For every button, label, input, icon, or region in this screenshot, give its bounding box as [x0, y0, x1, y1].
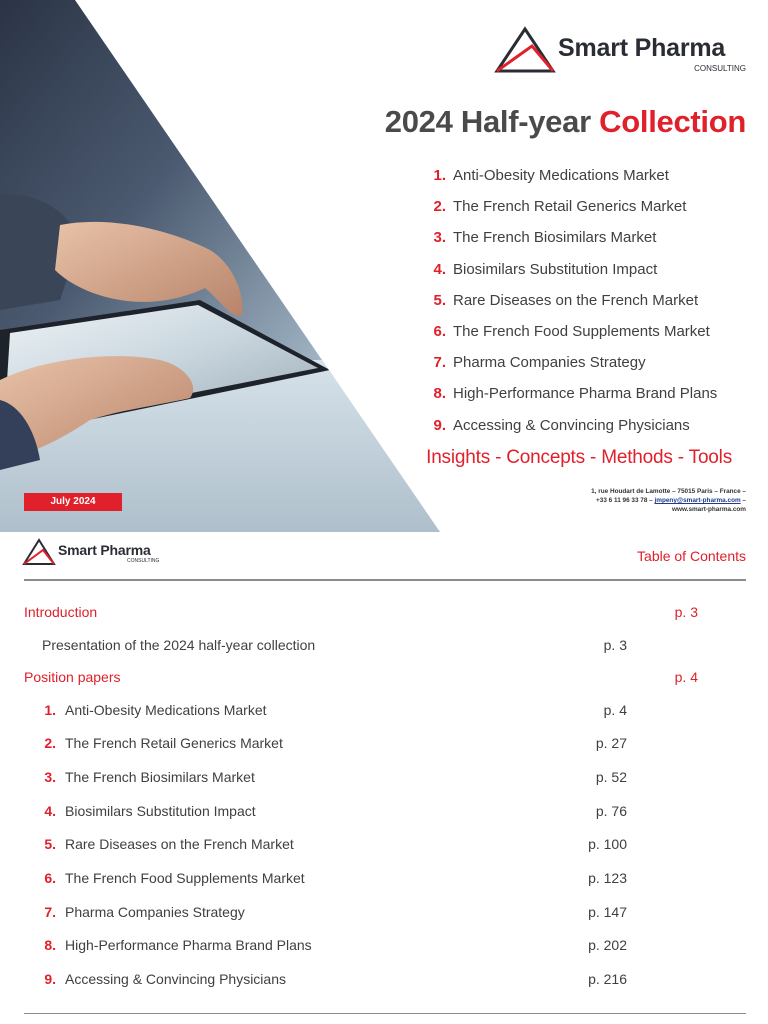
contact-address [591, 487, 746, 514]
toc-item[interactable]: 7. Pharma Companies Strategy [44, 904, 245, 920]
date-badge: July 2024 [24, 493, 122, 511]
phone-text: +33 6 11 96 33 78 – [596, 497, 655, 504]
cover-list-item: 1. Anti-Obesity Medications Market [433, 167, 669, 184]
cover-list-item: 5. Rare Diseases on the French Market [433, 291, 699, 309]
toc-item-page: p. 52 [595, 769, 627, 785]
toc-item[interactable]: 3. The French Biosimilars Market [44, 769, 255, 785]
toc-item-page: p. 100 [588, 836, 627, 852]
toc-item-page: p. 216 [588, 971, 627, 987]
toc-item-page: p. 202 [588, 937, 627, 953]
toc-item-page: p. 4 [603, 702, 627, 718]
toc-section-page: p. 3 [674, 604, 698, 620]
toc-item[interactable]: 2. The French Retail Generics Market [44, 735, 283, 751]
cover-topic-list [416, 163, 717, 444]
toc-section-title[interactable]: Introduction [24, 604, 98, 620]
divider [24, 579, 746, 581]
brand-sub: CONSULTING [127, 558, 160, 564]
brand-name: Smart Pharma [58, 542, 151, 558]
brand-logo [494, 26, 750, 74]
toc-section-title[interactable]: Position papers [24, 669, 121, 685]
toc-item-page: p. 27 [595, 735, 627, 751]
triangle-logo-icon [494, 26, 556, 74]
toc-entry-page: p. 3 [603, 637, 627, 653]
brand-sub: CONSULTING [694, 64, 746, 73]
toc-section-page: p. 4 [674, 669, 698, 685]
triangle-logo-icon [22, 538, 56, 566]
toc-item-page: p. 147 [588, 904, 627, 920]
divider [24, 1013, 746, 1014]
cover-list-item: 7. Pharma Companies Strategy [433, 354, 646, 372]
brand-logo-small [22, 538, 167, 568]
cover-list-item: 9. Accessing & Convincing Physicians [433, 416, 690, 434]
cover-list-item: 3. The French Biosimilars Market [433, 229, 657, 247]
cover-list-item: 2. The French Retail Generics Market [433, 198, 687, 216]
toc-item[interactable]: 6. The French Food Supplements Market [44, 870, 305, 886]
cover-photo [0, 0, 440, 532]
cover-title-accent: Collection [599, 104, 746, 139]
toc-item[interactable]: 4. Biosimilars Substitution Impact [44, 803, 256, 819]
toc-item[interactable]: 5. Rare Diseases on the French Market [44, 836, 294, 852]
brand-name: Smart Pharma [558, 34, 726, 62]
cover-list-item: 6. The French Food Supplements Market [433, 322, 710, 340]
address-line: +33 6 11 96 33 78 – jmpeny@smart-pharma.com – [596, 497, 746, 504]
toc-heading: Table of Contents [637, 548, 746, 564]
email-link[interactable]: jmpeny@smart-pharma.com [654, 497, 741, 504]
cover-title-main: 2024 Half-year [384, 104, 600, 139]
cover-list-item: 4. Biosimilars Substitution Impact [433, 260, 658, 278]
cover-title [385, 104, 746, 140]
toc-item[interactable]: 8. High-Performance Pharma Brand Plans [44, 937, 312, 953]
tagline: Insights - Concepts - Methods - Tools [426, 447, 732, 468]
toc-item[interactable]: 1. Anti-Obesity Medications Market [44, 702, 267, 718]
address-line: 1, rue Houdart de Lamotte – 75015 Paris – France – [591, 488, 746, 495]
toc-item[interactable]: 9. Accessing & Convincing Physicians [44, 971, 286, 987]
toc-entry-title[interactable]: Presentation of the 2024 half-year collection [42, 637, 316, 653]
toc-item-page: p. 123 [588, 870, 627, 886]
website-link[interactable]: www.smart-pharma.com [672, 506, 746, 513]
toc-item-page: p. 76 [595, 803, 627, 819]
cover-list-item: 8. High-Performance Pharma Brand Plans [433, 385, 718, 403]
